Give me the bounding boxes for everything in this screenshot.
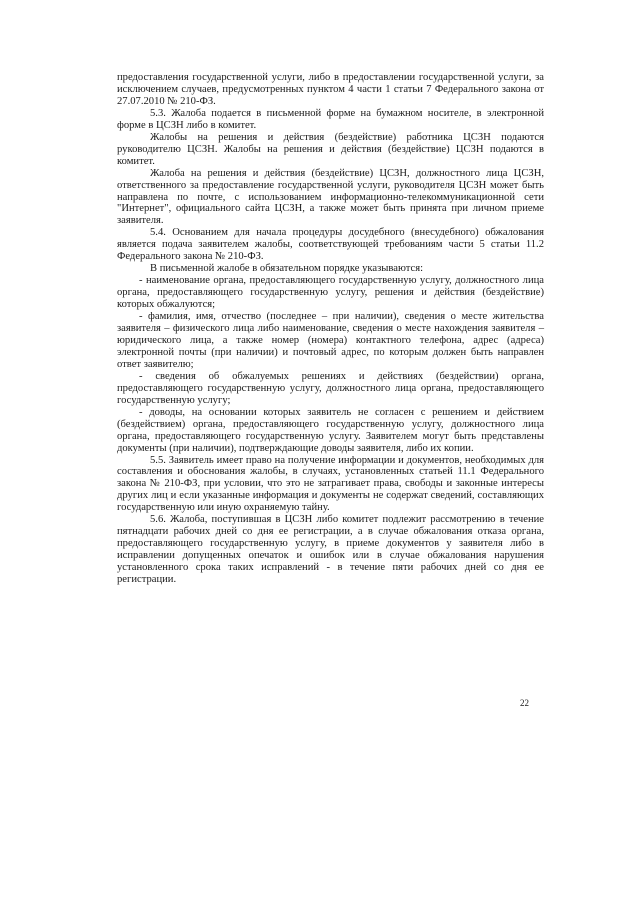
paragraph-5: 5.4. Основанием для начала процедуры досудебного (внесудебного) обжалования является подача заявителем жалобы, соответствующей требованиям части 5 статьи 11.2 Федерального закона № 210-ФЗ. bbox=[117, 227, 544, 263]
page-number: 22 bbox=[520, 698, 529, 708]
paragraph-3: Жалобы на решения и действия (бездействие) работника ЦСЗН подаются руководителю ЦСЗН. Жалобы на решения и действия (бездействие) ЦСЗН подаются в комитет. bbox=[117, 131, 544, 167]
list-item-3: - сведения об обжалуемых решениях и действиях (бездействии) органа, предоставляющего государственную услугу, должностного лица органа, предоставляющего государственную услугу; bbox=[117, 370, 544, 406]
paragraph-2: 5.3. Жалоба подается в письменной форме на бумажном носителе, в электронной форме в ЦСЗН либо в комитет. bbox=[117, 107, 544, 131]
paragraph-6: В письменной жалобе в обязательном порядке указываются: bbox=[150, 263, 424, 275]
document-body bbox=[117, 72, 544, 586]
list-item-4: - доводы, на основании которых заявитель не согласен с решением и действием (бездействием) органа, предоставляющего государственную услугу, должностного лица органа, предоставляющего государственную услугу. Заявителем могут быть представлены документы (при наличии), подтверждающие доводы заявителя, либо их копии. bbox=[117, 406, 544, 454]
paragraph-4: Жалоба на решения и действия (бездействие) ЦСЗН, должностного лица ЦСЗН, ответственного за предоставление государственной услуги, руководителя ЦСЗН может быть направлена по почте, с использованием информационно-телекоммуникационной сети "Интернет", официального сайта ЦСЗН, а также может быть принята при личном приеме заявителя. bbox=[117, 167, 544, 227]
paragraph-8: 5.6. Жалоба, поступившая в ЦСЗН либо комитет подлежит рассмотрению в течение пятнадцати рабочих дней со дня ее регистрации, а в случае обжалования отказа органа, предоставляющего государственную услугу, в приеме документов у заявителя либо в исправлении допущенных опечаток и ошибок или в случае обжалования нарушения установленного срока таких исправлений - в течение пяти рабочих дней со дня ее регистрации. bbox=[117, 514, 544, 586]
list-item-2: - фамилия, имя, отчество (последнее – при наличии), сведения о месте жительства заявителя – физического лица либо наименование, сведения о месте нахождения заявителя – юридического лица, а также номер (номера) контактного телефона, адрес (адреса) электронной почты (при наличии) и почтовый адрес, по которым должен быть направлен ответ заявителю; bbox=[117, 311, 544, 370]
list-item-1: - наименование органа, предоставляющего государственную услугу, должностного лица органа, предоставляющего государственную услугу, решения и действия (бездействие) которых обжалуются; bbox=[117, 275, 544, 311]
paragraph-1: предоставления государственной услуги, либо в предоставлении государственной услуги, за исключением случаев, предусмотренных пунктом 4 части 1 статьи 7 Федерального закона от 27.07.2010 № 210-ФЗ. bbox=[117, 72, 544, 107]
paragraph-7: 5.5. Заявитель имеет право на получение информации и документов, необходимых для составления и обоснования жалобы, в случаях, установленных статьей 11.1 Федерального закона № 210-ФЗ, при условии, что это не затрагивает права, свободы и законные интересы других лиц и если указанные информация и документы не содержат сведений, составляющих государственную или иную охраняемую тайну. bbox=[117, 454, 544, 514]
